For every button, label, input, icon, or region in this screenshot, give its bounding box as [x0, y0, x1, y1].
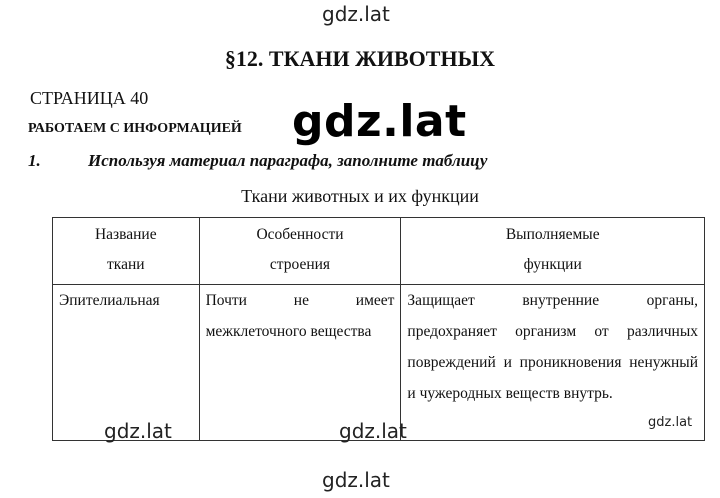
- watermark-top: gdz.lat: [322, 2, 390, 26]
- header-line: Выполняемые: [505, 226, 600, 243]
- tissue-table: [52, 217, 705, 441]
- watermark-cell-1: gdz.lat: [104, 419, 172, 443]
- table-row: [53, 285, 705, 441]
- header-tissue-name: [53, 218, 200, 285]
- table-header-row: [53, 218, 705, 285]
- watermark-bottom: gdz.lat: [322, 468, 390, 492]
- header-line: ткани: [107, 256, 145, 273]
- watermark-large: gdz.lat: [292, 96, 467, 147]
- watermark-cell-2: gdz.lat: [339, 419, 407, 443]
- header-structure: [199, 218, 401, 285]
- page-title: §12. ТКАНИ ЖИВОТНЫХ: [224, 46, 496, 71]
- task-text: Используя материал параграфа, заполните таблицу: [88, 151, 488, 170]
- table-caption: Ткани животных и их функции: [241, 186, 479, 206]
- header-line: Название: [94, 226, 157, 243]
- header-line: строения: [269, 256, 331, 273]
- cell-text: Почти не имеет межклеточного вещества: [205, 292, 395, 340]
- page-number-label: СТРАНИЦА 40: [30, 88, 149, 108]
- cell-tissue-name: [53, 285, 200, 441]
- header-functions: [401, 218, 705, 285]
- cell-text: Эпителиальная: [59, 292, 160, 309]
- cell-text: Защищает внутренние органы, предохраняет организм от различных повреждений и проникновения ненужный и чужеродных веществ внутрь.: [407, 292, 698, 402]
- section-heading: РАБОТАЕМ С ИНФОРМАЦИЕЙ: [28, 121, 242, 136]
- watermark-cell-3: gdz.lat: [648, 415, 693, 430]
- cell-structure: [199, 285, 401, 441]
- task-number: 1.: [28, 151, 41, 170]
- header-line: функции: [523, 256, 582, 273]
- header-line: Особенности: [256, 226, 344, 243]
